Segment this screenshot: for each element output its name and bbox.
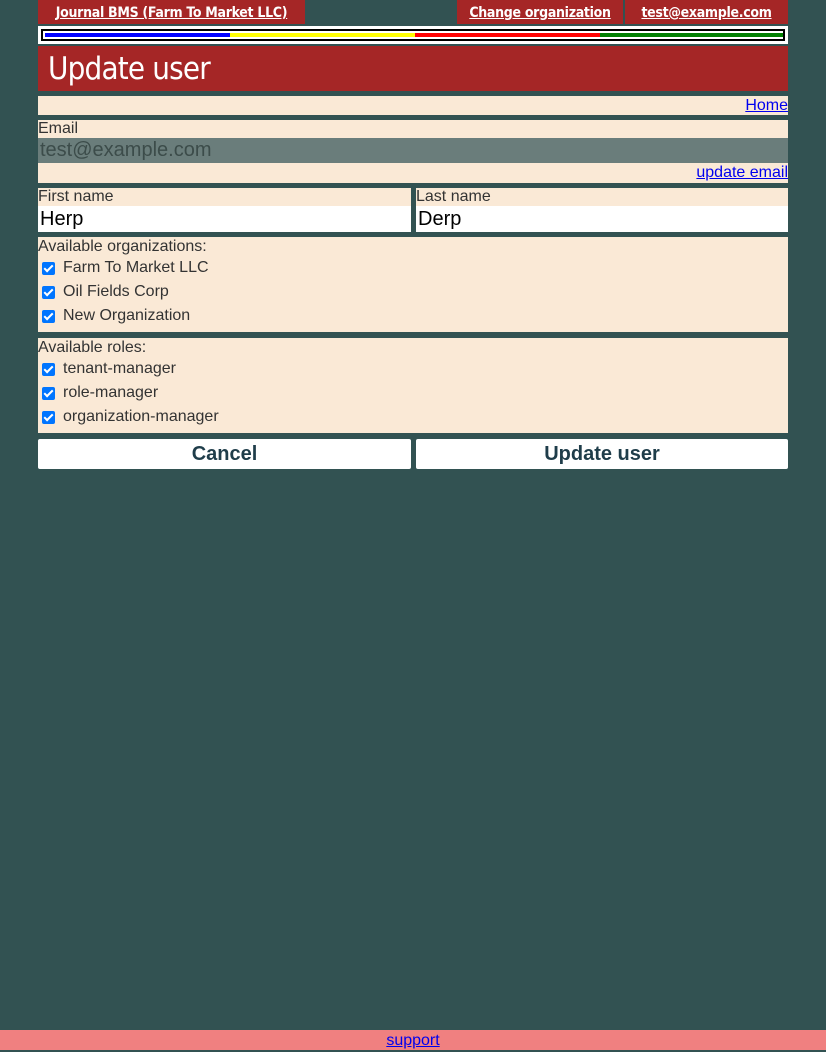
checkbox-checked-icon[interactable] <box>42 262 55 275</box>
color-stripe <box>38 26 788 44</box>
email-section <box>38 120 788 183</box>
org-option[interactable] <box>38 304 788 328</box>
roles-section <box>38 338 788 433</box>
role-option[interactable] <box>38 357 788 381</box>
role-option[interactable] <box>38 405 788 429</box>
first-name-group <box>38 188 411 232</box>
org-option-label: New Organization <box>63 307 191 324</box>
top-nav <box>38 0 788 24</box>
update-email-link[interactable]: update email <box>696 164 788 181</box>
nav-brand-link[interactable]: Journal BMS (Farm To Market LLC) <box>38 0 305 24</box>
stripe-blue <box>45 33 230 37</box>
role-option-label: organization-manager <box>63 408 219 425</box>
org-option[interactable] <box>38 256 788 280</box>
last-name-group <box>416 188 788 232</box>
org-option[interactable] <box>38 280 788 304</box>
role-option[interactable] <box>38 381 788 405</box>
cancel-button[interactable]: Cancel <box>38 439 411 469</box>
page-container <box>38 0 788 465</box>
support-link[interactable]: support <box>386 1032 440 1049</box>
stripe-red <box>415 33 600 37</box>
checkbox-checked-icon[interactable] <box>42 286 55 299</box>
checkbox-checked-icon[interactable] <box>42 387 55 400</box>
checkbox-checked-icon[interactable] <box>42 363 55 376</box>
email-label: Email <box>38 120 79 137</box>
email-field <box>38 138 788 163</box>
organizations-label: Available organizations: <box>38 238 207 255</box>
role-option-label: tenant-manager <box>63 360 176 377</box>
first-name-input[interactable] <box>38 206 411 232</box>
footer <box>0 1030 826 1050</box>
nav-user-email-link[interactable]: test@example.com <box>625 0 788 24</box>
org-option-label: Farm To Market LLC <box>63 259 209 276</box>
organizations-section <box>38 237 788 332</box>
last-name-input[interactable] <box>416 206 788 232</box>
update-user-button[interactable]: Update user <box>416 439 788 469</box>
breadcrumb <box>38 96 788 115</box>
name-section <box>38 188 788 232</box>
stripe-green <box>600 33 783 37</box>
breadcrumb-home-link[interactable]: Home <box>745 97 788 114</box>
nav-change-organization-link[interactable]: Change organization <box>457 0 623 24</box>
role-option-label: role-manager <box>63 384 159 401</box>
stripe-yellow <box>230 33 415 37</box>
roles-label: Available roles: <box>38 339 147 356</box>
first-name-label: First name <box>38 188 114 205</box>
last-name-label: Last name <box>416 188 491 205</box>
org-option-label: Oil Fields Corp <box>63 283 169 300</box>
page-header <box>38 46 788 91</box>
checkbox-checked-icon[interactable] <box>42 310 55 323</box>
page-title: Update user <box>48 51 210 87</box>
checkbox-checked-icon[interactable] <box>42 411 55 424</box>
